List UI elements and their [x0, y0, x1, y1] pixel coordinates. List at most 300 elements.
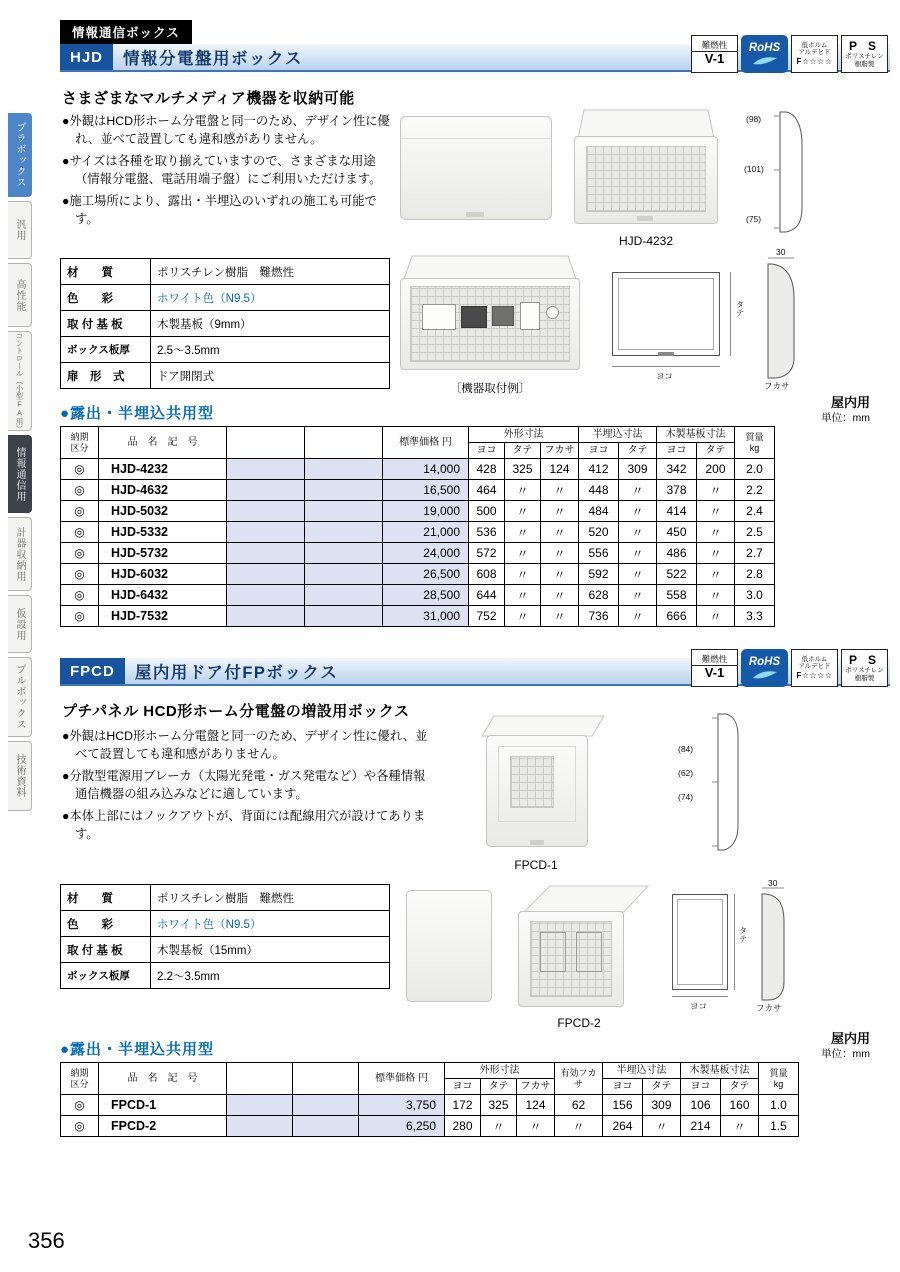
spec-label: 材 質: [61, 259, 151, 285]
dim-101: (101): [744, 164, 764, 174]
mass-cell: 2.2: [735, 480, 775, 501]
machine-caption: 〔機器取付例〕: [449, 383, 531, 395]
side-outline: [756, 248, 808, 390]
semi-tate-cell: 〃: [619, 564, 657, 585]
spec-row: [61, 937, 390, 963]
delivery-mark-cell: ◎: [61, 585, 99, 606]
outer-tate-cell: 325: [481, 1095, 517, 1116]
mass-cell: 2.7: [735, 543, 775, 564]
yoko-header: ヨコ: [469, 443, 505, 459]
delivery-header: [61, 1063, 99, 1095]
outer-tate-cell: 〃: [505, 522, 541, 543]
unit-label-1: 単位：mm: [821, 412, 870, 424]
mass-cell: 2.0: [735, 459, 775, 480]
outer-yoko-cell: 280: [445, 1116, 481, 1137]
leaf-icon: [751, 669, 779, 680]
rohs-badge: [741, 649, 788, 687]
outer-tate-cell: 〃: [481, 1116, 517, 1137]
flame-retardant-label: 難燃性: [692, 41, 737, 53]
sidebar-item-label: 汎用: [14, 219, 25, 241]
delivery-mark-cell: ◎: [61, 522, 99, 543]
ps-label: P S: [848, 652, 881, 667]
tate-header: タテ: [697, 443, 735, 459]
price-header: 標準価格 円: [359, 1063, 445, 1095]
product-code-cell: HJD-6032: [99, 564, 227, 585]
product-row: [61, 606, 775, 627]
semi-yoko-cell: 592: [579, 564, 619, 585]
sidebar-item-technical: [8, 741, 32, 811]
product-code-cell: HJD-4232: [99, 459, 227, 480]
price-cell: 26,500: [383, 564, 469, 585]
effective-depth-cell: 〃: [555, 1116, 603, 1137]
board-dims-header: 木製基板寸法: [657, 427, 735, 443]
table2-title: ●露出・半埋込共用型: [60, 1041, 215, 1058]
dim-84: (84): [678, 744, 694, 754]
mass-cell: 3.0: [735, 585, 775, 606]
spec-value: 2.2〜3.5mm: [151, 963, 390, 989]
outer-fukasa-cell: 〃: [541, 606, 579, 627]
spec-value: 2.5〜3.5mm: [151, 337, 390, 363]
price-cell: 14,000: [383, 459, 469, 480]
mass-cell: 2.4: [735, 501, 775, 522]
outer-tate-cell: 〃: [505, 501, 541, 522]
price-cell: 19,000: [383, 501, 469, 522]
spec-label: 取 付 基 板: [61, 311, 151, 337]
hjd-photo-open: [564, 106, 728, 232]
semi-tate-cell: 〃: [619, 585, 657, 606]
outer-tate-cell: 〃: [505, 585, 541, 606]
fukasa-label: フカサ: [764, 381, 790, 391]
outer-yoko-cell: 608: [469, 564, 505, 585]
product-code-cell: FPCD-2: [99, 1116, 227, 1137]
product-code-cell: HJD-4632: [99, 480, 227, 501]
indoor-label-2: 屋内用: [830, 1031, 870, 1046]
semi-yoko-cell: 736: [579, 606, 619, 627]
mass-cell: 2.5: [735, 522, 775, 543]
blank-cell: [227, 543, 305, 564]
product-row: [61, 543, 775, 564]
sidebar-item-meter: [8, 517, 32, 591]
blank-header: [305, 427, 383, 459]
semi-flush-header: 半埋込寸法: [579, 427, 657, 443]
ps-material-badge: [841, 35, 888, 73]
mass-header: [759, 1063, 799, 1095]
spec-row: [61, 259, 390, 285]
semi-tate-cell: 309: [619, 459, 657, 480]
board-tate-cell: 〃: [697, 543, 735, 564]
formaldehyde-rating: F☆☆☆☆: [796, 670, 833, 680]
yoko-label: ヨコ: [690, 1001, 708, 1011]
delivery-mark-cell: ◎: [61, 501, 99, 522]
side-outline: [752, 880, 800, 1016]
formaldehyde-label-1: 低ホルム: [801, 655, 828, 663]
outer-yoko-cell: 464: [469, 480, 505, 501]
feature-item: ●外観はHCD形ホーム分電盤と同一のため、デザイン性に優れ、並べて設置しても違和感がありません。: [62, 114, 390, 147]
hjd-side-profile-drawing: [744, 102, 814, 240]
section1-headline: さまざまなマルチメディア機器を収納可能: [62, 90, 355, 107]
sidebar-item-label: 情報通信用: [14, 446, 25, 502]
open-lid-graphic: [564, 106, 728, 140]
board-tate-cell: 200: [697, 459, 735, 480]
spec-label: ボックス板厚: [61, 337, 151, 363]
mass-header-line1: 質量: [769, 1068, 788, 1079]
dim-74: (74): [678, 792, 694, 802]
open-lid-graphic: [452, 708, 620, 738]
semi-tate-cell: 〃: [619, 543, 657, 564]
blank-cell: [227, 1095, 293, 1116]
rohs-label: RoHS: [748, 41, 781, 54]
delivery-mark-cell: ◎: [61, 606, 99, 627]
section1-feature-list: [62, 112, 392, 232]
blank-cell: [227, 522, 305, 543]
hjd-mounting-example-photo: [394, 252, 586, 378]
semi-tate-cell: 309: [643, 1095, 681, 1116]
mass-cell: 3.3: [735, 606, 775, 627]
blank-header: [293, 1063, 359, 1095]
flame-retardant-value: V-1: [704, 51, 725, 67]
outer-fukasa-cell: 〃: [541, 564, 579, 585]
tate-label: タテ: [735, 300, 745, 317]
outer-tate-cell: 〃: [505, 606, 541, 627]
board-dims-header: 木製基板寸法: [681, 1063, 759, 1079]
dim-75: (75): [746, 214, 762, 224]
formaldehyde-label-2: アルデヒド: [798, 49, 831, 57]
product-code-cell: HJD-5732: [99, 543, 227, 564]
price-cell: 28,500: [383, 585, 469, 606]
tate-header: タテ: [481, 1079, 517, 1095]
sidebar-item-plabox: [8, 113, 32, 197]
product-row: [61, 501, 775, 522]
yoko-header: ヨコ: [579, 443, 619, 459]
hjd-side-dimension-drawing: [756, 248, 808, 390]
yoko-header: ヨコ: [445, 1079, 481, 1095]
sidebar-item-info-communication: [8, 435, 32, 513]
ps-label: P S: [848, 38, 881, 53]
name-header: 品 名 記 号: [99, 1063, 227, 1095]
effective-depth-header: 有効フカサ: [555, 1063, 603, 1095]
product-row: [61, 459, 775, 480]
blank-cell: [293, 1116, 359, 1137]
mass-cell: 2.8: [735, 564, 775, 585]
feature-item: ●外観はHCD形ホーム分電盤と同一のため、デザイン性に優れ、並べて設置しても違和感がありません。: [62, 729, 428, 762]
semi-yoko-cell: 412: [579, 459, 619, 480]
spec-value: ドア開閉式: [151, 363, 390, 389]
spec-row: [61, 963, 390, 989]
page-number: 356: [28, 1228, 65, 1253]
delivery-header-line1: 納期: [70, 1068, 89, 1079]
sidebar-item-label: 技術資料: [14, 754, 25, 798]
sidebar-item-label: プラボックス: [14, 122, 25, 188]
board-tate-cell: 〃: [697, 501, 735, 522]
blank-cell: [305, 543, 383, 564]
spec-value: ホワイト色（N9.5）: [151, 911, 390, 937]
product-code-cell: HJD-7532: [99, 606, 227, 627]
mass-cell: 1.0: [759, 1095, 799, 1116]
board-tate-cell: 〃: [721, 1116, 759, 1137]
blank-cell: [305, 585, 383, 606]
spec-value: 木製基板（15mm）: [151, 937, 390, 963]
open-lid-graphic: [394, 252, 586, 280]
blank-cell: [227, 459, 305, 480]
spec-row: [61, 911, 390, 937]
yoko-header: ヨコ: [603, 1079, 643, 1095]
rohs-label: RoHS: [748, 655, 781, 668]
product-code-cell: FPCD-1: [99, 1095, 227, 1116]
board-yoko-cell: 666: [657, 606, 697, 627]
sidebar-item-label: プルボックス: [14, 664, 25, 730]
semi-flush-header: 半埋込寸法: [603, 1063, 681, 1079]
board-tate-cell: 〃: [697, 480, 735, 501]
outer-tate-cell: 325: [505, 459, 541, 480]
feature-item: ●施工場所により、露出・半埋込のいずれの施工も可能です。: [62, 193, 377, 227]
mass-header: [735, 427, 775, 459]
mass-header-line2: kg: [749, 442, 760, 453]
fpcd-product-table: [60, 1062, 799, 1137]
blank-cell: [227, 564, 305, 585]
flame-retardant-badge: [691, 649, 738, 687]
inner-frame: [540, 932, 566, 972]
delivery-mark-cell: ◎: [61, 543, 99, 564]
fukasa-header: フカサ: [517, 1079, 555, 1095]
product-code-cell: HJD-6432: [99, 585, 227, 606]
sidebar-item-label: 仮設用: [14, 607, 25, 641]
tate-header: タテ: [505, 443, 541, 459]
board-tate-cell: 〃: [697, 564, 735, 585]
board-tate-cell: 160: [721, 1095, 759, 1116]
board-yoko-cell: 106: [681, 1095, 721, 1116]
board-tate-cell: 〃: [697, 585, 735, 606]
product-code-cell: HJD-5032: [99, 501, 227, 522]
section2-feature-list: [62, 727, 434, 847]
semi-tate-cell: 〃: [643, 1116, 681, 1137]
board-yoko-cell: 378: [657, 480, 697, 501]
sidebar-item-general: [8, 201, 32, 259]
spec-row: [61, 885, 390, 911]
semi-tate-cell: 〃: [619, 522, 657, 543]
outer-yoko-cell: 428: [469, 459, 505, 480]
board-yoko-cell: 450: [657, 522, 697, 543]
blank-cell: [305, 606, 383, 627]
delivery-mark-cell: ◎: [61, 1095, 99, 1116]
product-row: [61, 585, 775, 606]
delivery-header-line1: 納期: [70, 432, 89, 443]
fpcd-spec-table: [60, 884, 390, 989]
breaker-device: [422, 304, 456, 330]
semi-tate-cell: 〃: [619, 501, 657, 522]
name-header: 品 名 記 号: [99, 427, 227, 459]
spec-label: 材 質: [61, 885, 151, 911]
fpcd1-side-profile-drawing: [668, 704, 760, 856]
tate-header: タテ: [619, 443, 657, 459]
tate-header: タテ: [721, 1079, 759, 1095]
mass-cell: 1.5: [759, 1116, 799, 1137]
spec-label: 扉 形 式: [61, 363, 151, 389]
sidebar-item-control: [8, 331, 32, 431]
effective-depth-cell: 62: [555, 1095, 603, 1116]
section-header-fpcd: [60, 652, 890, 686]
ps-material-2: 樹脂製: [854, 674, 875, 682]
blank-cell: [305, 480, 383, 501]
fpcd2-photo-closed: [398, 884, 500, 1010]
certification-badges: [691, 649, 888, 687]
semi-tate-cell: 〃: [619, 606, 657, 627]
spec-label: 色 彩: [61, 285, 151, 311]
formaldehyde-badge: [791, 649, 838, 687]
spec-value: ポリスチレン樹脂 難燃性: [151, 259, 390, 285]
outer-dims-header: 外形寸法: [445, 1063, 555, 1079]
flame-retardant-badge: [691, 35, 738, 73]
board-yoko-cell: 214: [681, 1116, 721, 1137]
ps-material-1: ポリスチレン: [845, 667, 884, 675]
semi-yoko-cell: 556: [579, 543, 619, 564]
spec-row: [61, 337, 390, 363]
board-yoko-cell: 486: [657, 543, 697, 564]
photo-caption-hjd4232: HJD-4232: [618, 234, 674, 248]
dim-98: (98): [746, 114, 762, 124]
price-header: 標準価格 円: [383, 427, 469, 459]
product-row: [61, 522, 775, 543]
outer-yoko-cell: 752: [469, 606, 505, 627]
yoko-header: ヨコ: [681, 1079, 721, 1095]
outer-yoko-cell: 536: [469, 522, 505, 543]
flame-retardant-label: 難燃性: [692, 655, 737, 667]
breaker-device-dark: [461, 306, 487, 328]
semi-yoko-cell: 520: [579, 522, 619, 543]
blank-cell: [305, 459, 383, 480]
ps-material-1: ポリスチレン: [845, 53, 884, 61]
delivery-mark-cell: ◎: [61, 480, 99, 501]
spec-row: [61, 285, 390, 311]
outer-tate-cell: 〃: [505, 480, 541, 501]
unit-label-2: 単位：mm: [821, 1048, 870, 1060]
open-lid-graphic: [504, 876, 654, 914]
blank-cell: [305, 501, 383, 522]
delivery-header-line2: 区分: [70, 1078, 89, 1089]
outer-fukasa-cell: 124: [517, 1095, 555, 1116]
spec-value: ポリスチレン樹脂 難燃性: [151, 885, 390, 911]
sidebar-item-pullbox: [8, 657, 32, 737]
fpcd2-photo-open: [504, 876, 654, 1016]
section-title: 情報分電盤用ボックス: [123, 50, 303, 68]
product-row: [61, 1116, 799, 1137]
outer-fukasa-cell: 〃: [517, 1116, 555, 1137]
feature-item: ●サイズは各種を取り揃えていますので、さまざまな用途（情報分電盤、電話用端子盤）にご利用いただけます。: [62, 153, 382, 187]
outer-yoko-cell: 572: [469, 543, 505, 564]
fpcd2-front-dimension-drawing: [660, 884, 746, 1012]
fpcd1-photo: [452, 708, 620, 856]
yoko-label: ヨコ: [656, 371, 674, 381]
yoko-header: ヨコ: [657, 443, 697, 459]
spec-value: 木製基板（9mm）: [151, 311, 390, 337]
price-cell: 6,250: [359, 1116, 445, 1137]
section-header-hjd: [60, 38, 890, 72]
header-row-1: [61, 1063, 799, 1079]
price-cell: 31,000: [383, 606, 469, 627]
spec-row: [61, 311, 390, 337]
formaldehyde-label-1: 低ホルム: [801, 41, 828, 49]
delivery-header-line2: 区分: [70, 442, 89, 453]
outer-fukasa-cell: 〃: [541, 585, 579, 606]
spec-label: ボックス板厚: [61, 963, 151, 989]
product-row: [61, 480, 775, 501]
board-yoko-cell: 522: [657, 564, 697, 585]
price-cell: 3,750: [359, 1095, 445, 1116]
outer-fukasa-cell: 124: [541, 459, 579, 480]
header-row-1: [61, 427, 775, 443]
section-code: HJD: [60, 44, 113, 70]
product-row: [61, 564, 775, 585]
hjd-photo-closed: [394, 108, 558, 232]
section-title: 屋内用ドア付FPボックス: [134, 664, 339, 682]
price-cell: 16,500: [383, 480, 469, 501]
section2-headline: プチパネル HCD形ホーム分電盤の増設用ボックス: [62, 703, 410, 720]
category-tag: 情報通信ボックス: [60, 20, 192, 44]
sidebar-item-label: 高性能: [14, 278, 25, 312]
outer-tate-cell: 〃: [505, 564, 541, 585]
blank-cell: [305, 564, 383, 585]
product-code-cell: HJD-5332: [99, 522, 227, 543]
blank-cell: [293, 1095, 359, 1116]
board-tate-cell: 〃: [697, 606, 735, 627]
semi-tate-cell: 〃: [619, 480, 657, 501]
photo-caption-fpcd2: FPCD-2: [557, 1016, 601, 1030]
blank-header: [227, 1063, 293, 1095]
outer-fukasa-cell: 〃: [541, 480, 579, 501]
outer-fukasa-cell: 〃: [541, 501, 579, 522]
blank-cell: [227, 606, 305, 627]
semi-yoko-cell: 448: [579, 480, 619, 501]
section-code: FPCD: [60, 658, 125, 684]
tate-label: タテ: [738, 926, 748, 943]
hjd-front-dimension-drawing: [598, 252, 750, 388]
delivery-mark-cell: ◎: [61, 1116, 99, 1137]
ps-material-2: 樹脂製: [854, 60, 875, 68]
delivery-mark-cell: ◎: [61, 459, 99, 480]
leaf-icon: [751, 55, 779, 66]
spec-label: 色 彩: [61, 911, 151, 937]
spec-value: ホワイト色（N9.5）: [151, 285, 390, 311]
delivery-mark-cell: ◎: [61, 564, 99, 585]
flame-retardant-value: V-1: [704, 665, 725, 681]
outer-tate-cell: 〃: [505, 543, 541, 564]
blank-cell: [227, 1116, 293, 1137]
semi-yoko-cell: 484: [579, 501, 619, 522]
board-yoko-cell: 558: [657, 585, 697, 606]
blank-cell: [227, 501, 305, 522]
formaldehyde-badge: [791, 35, 838, 73]
mass-header-line2: kg: [773, 1078, 784, 1089]
dim-30: 30: [768, 878, 778, 888]
dim-62: (62): [678, 768, 694, 778]
dim-30: 30: [776, 247, 786, 257]
blank-cell: [227, 585, 305, 606]
hjd-product-table: [60, 426, 775, 627]
feature-item: ●本体上部にはノックアウトが、背面には配線用穴が設けてあります。: [62, 808, 426, 842]
feature-item: ●分散型電源用ブレーカ（太陽光発電・ガス発電など）や各種情報通信機器の組み込みなどに適しています。: [62, 768, 426, 802]
photo-caption-fpcd1: FPCD-1: [514, 858, 558, 872]
outer-yoko-cell: 644: [469, 585, 505, 606]
rohs-badge: [741, 35, 788, 73]
board-tate-cell: 〃: [697, 522, 735, 543]
outer-fukasa-cell: 〃: [541, 543, 579, 564]
round-connector: [546, 306, 559, 319]
board-yoko-cell: 414: [657, 501, 697, 522]
inner-frame: [576, 932, 602, 972]
blank-cell: [227, 480, 305, 501]
delivery-header: [61, 427, 99, 459]
sidebar-item-high-performance: [8, 263, 32, 327]
blank-cell: [305, 522, 383, 543]
